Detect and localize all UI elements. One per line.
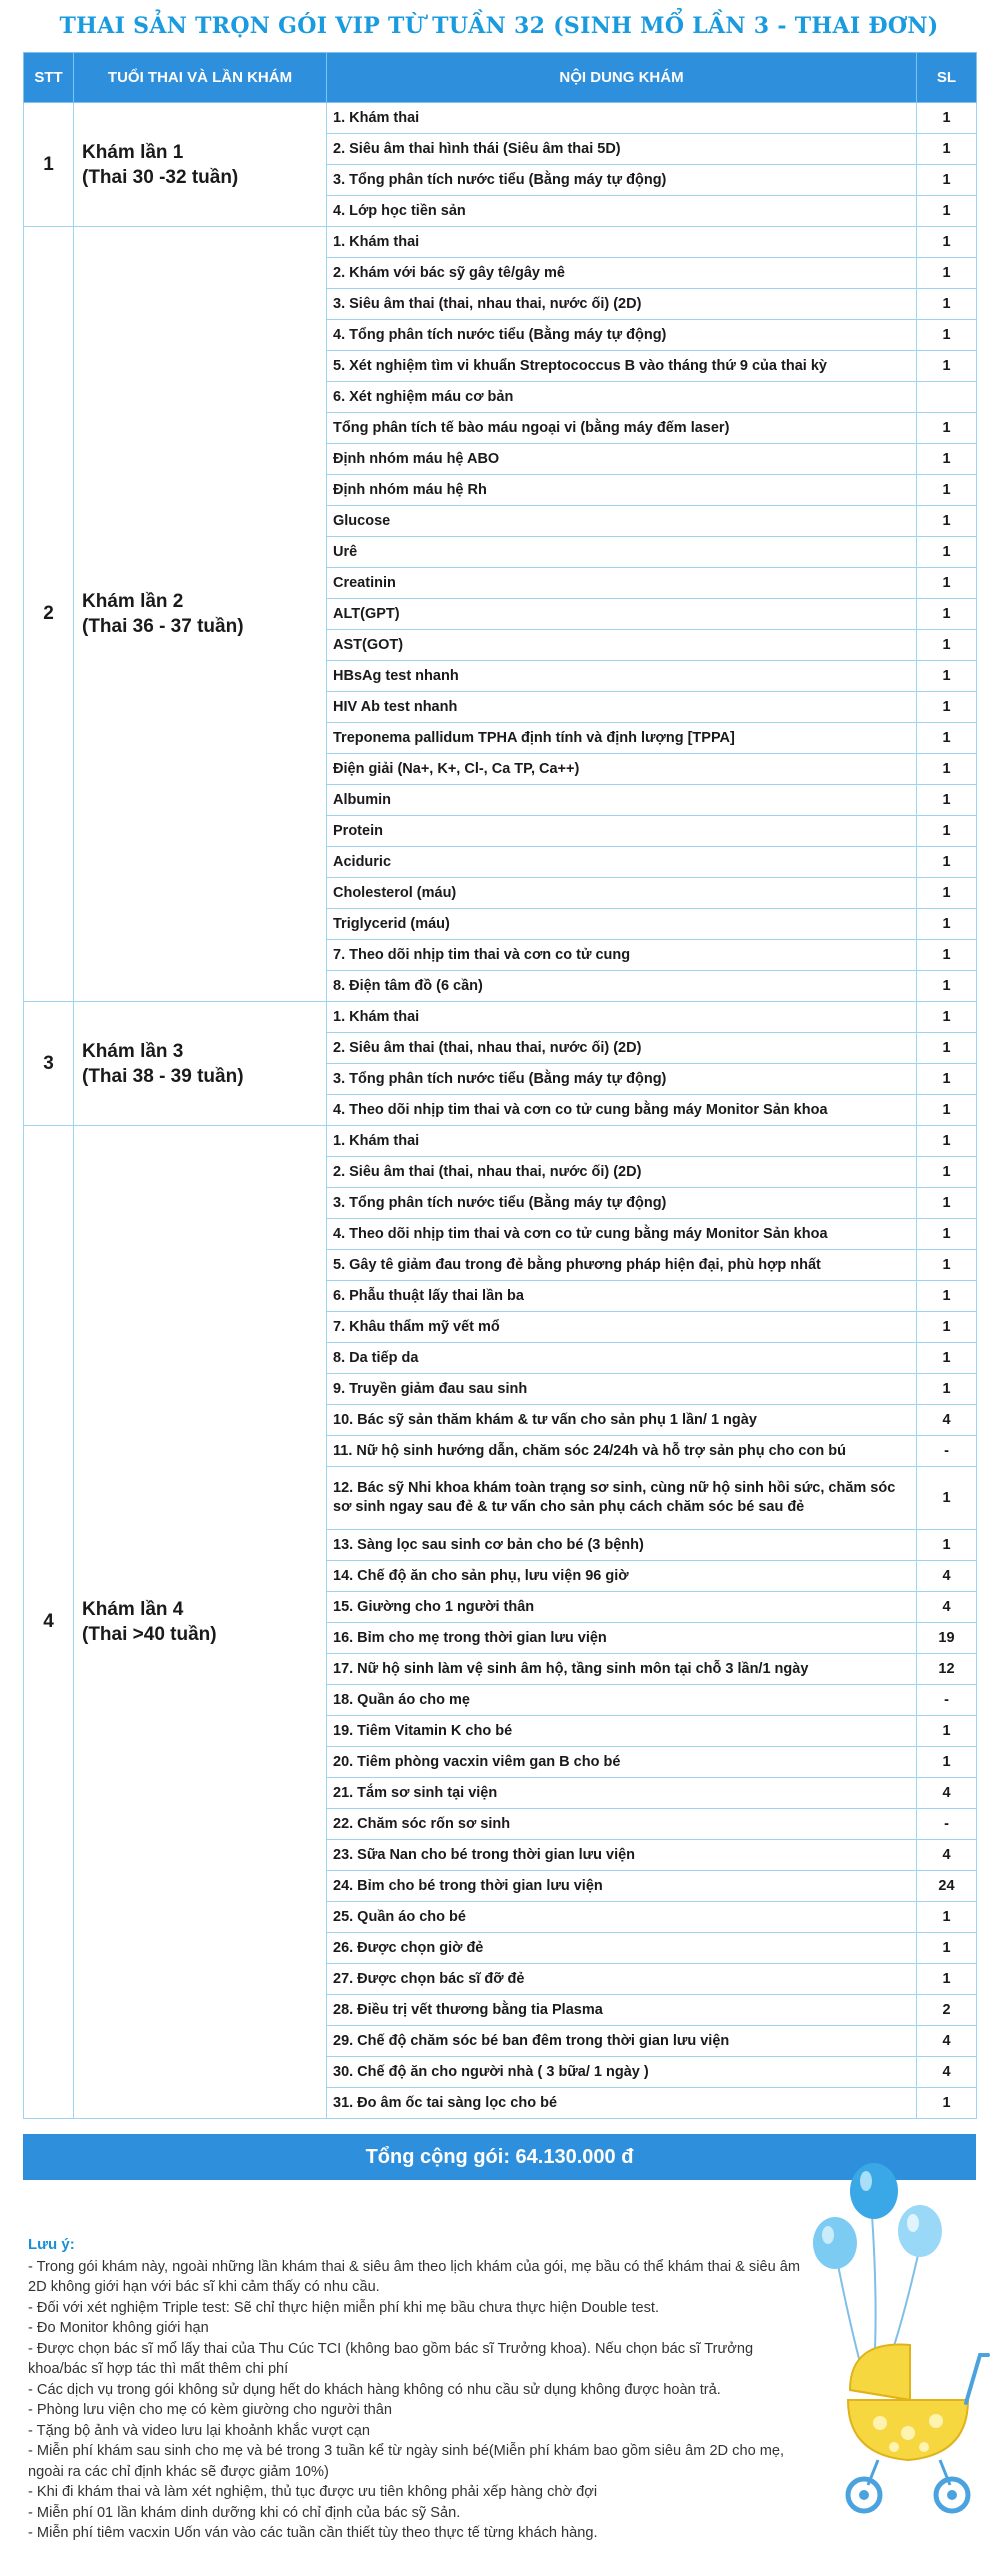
exam-qty: 1 [917, 1219, 977, 1250]
exam-qty: 1 [917, 165, 977, 196]
exam-item: HBsAg test nhanh [327, 661, 917, 692]
exam-qty: 1 [917, 1933, 977, 1964]
exam-item: 1. Khám thai [327, 103, 917, 134]
exam-item: 1. Khám thai [327, 1002, 917, 1033]
exam-item: Creatinin [327, 568, 917, 599]
exam-qty: 1 [917, 444, 977, 475]
exam-item: 10. Bác sỹ sản thăm khám & tư vấn cho sản phụ 1 lần/ 1 ngày [327, 1405, 917, 1436]
exam-item: Triglycerid (máu) [327, 909, 917, 940]
exam-qty: 1 [917, 258, 977, 289]
exam-item: Cholesterol (máu) [327, 878, 917, 909]
notes-title: Lưu ý: [28, 2236, 75, 2253]
row-stt: 2 [24, 227, 74, 1002]
header-visit: TUỔI THAI VÀ LẦN KHÁM [74, 53, 327, 103]
exam-item: 15. Giường cho 1 người thân [327, 1592, 917, 1623]
exam-qty: 1 [917, 320, 977, 351]
exam-item: 27. Được chọn bác sĩ đỡ đẻ [327, 1964, 917, 1995]
page-title: THAI SẢN TRỌN GÓI VIP TỪ TUẦN 32 (SINH MỔ LẦN 3 - THAI ĐƠN) [59, 13, 939, 39]
baby-stroller-balloons-icon [790, 2155, 990, 2555]
visit-label: Khám lần 1 [82, 141, 184, 163]
exam-qty: 1 [917, 599, 977, 630]
exam-item: Treponema pallidum TPHA định tính và định lượng [TPPA] [327, 723, 917, 754]
note-line: - Đo Monitor không giới hạn [28, 2320, 209, 2336]
exam-item: 7. Theo dõi nhịp tim thai và cơn co tử cung [327, 940, 917, 971]
table-row [24, 1126, 977, 1157]
exam-item: 30. Chế độ ăn cho người nhà ( 3 bữa/ 1 ngày ) [327, 2057, 917, 2088]
exam-qty: 1 [917, 692, 977, 723]
exam-qty: 1 [917, 196, 977, 227]
exam-item: Định nhóm máu hệ Rh [327, 475, 917, 506]
row-stt: 3 [24, 1002, 74, 1126]
exam-qty: 1 [917, 413, 977, 444]
exam-item: 1. Khám thai [327, 1126, 917, 1157]
exam-item: 2. Siêu âm thai (thai, nhau thai, nước ối) (2D) [327, 1157, 917, 1188]
exam-qty: 1 [917, 878, 977, 909]
exam-item: 8. Điện tâm đồ (6 cần) [327, 971, 917, 1002]
note-line: - Được chọn bác sĩ mổ lấy thai của Thu Cúc TCI (không bao gồm bác sĩ Trưởng khoa). Nếu chọn bác sĩ Trưởng khoa/bác sĩ hợp tác thì mất thêm chi phí [28, 2340, 754, 2377]
visit-cell [74, 103, 327, 227]
exam-item: 2. Siêu âm thai hình thái (Siêu âm thai 5D) [327, 134, 917, 165]
exam-qty: - [917, 1436, 977, 1467]
table-header-row [24, 53, 977, 103]
exam-qty: 1 [917, 847, 977, 878]
exam-qty: 1 [917, 289, 977, 320]
exam-qty: 1 [917, 506, 977, 537]
exam-qty: 1 [917, 103, 977, 134]
exam-qty: 1 [917, 1747, 977, 1778]
exam-item: 12. Bác sỹ Nhi khoa khám toàn trạng sơ sinh, cùng nữ hộ sinh hồi sức, chăm sóc sơ sinh ngay sau đẻ & tư vấn cho sản phụ cách chăm sóc bé sau đẻ [327, 1467, 917, 1530]
exam-qty: 1 [917, 1126, 977, 1157]
note-line: - Tặng bộ ảnh và video lưu lại khoảnh khắc vượt cạn [28, 2422, 370, 2439]
exam-qty: 4 [917, 2057, 977, 2088]
exam-qty: 1 [917, 475, 977, 506]
note-line: - Phòng lưu viện cho mẹ có kèm giường cho người thân [28, 2402, 393, 2418]
exam-qty: 1 [917, 661, 977, 692]
exam-qty: 2 [917, 1995, 977, 2026]
note-line: - Miễn phí khám sau sinh cho mẹ và bé trong 3 tuần kể từ ngày sinh bé(Miễn phí khám bao gồm siêu âm 2D cho mẹ, ngoài ra các chỉ định khác sẽ được giảm 10%) [28, 2443, 785, 2480]
exam-qty: 1 [917, 1902, 977, 1933]
exam-item: 14. Chế độ ăn cho sản phụ, lưu viện 96 giờ [327, 1561, 917, 1592]
exam-qty: 1 [917, 2088, 977, 2119]
exam-qty: 1 [917, 1002, 977, 1033]
exam-item: 11. Nữ hộ sinh hướng dẫn, chăm sóc 24/24h và hỗ trợ sản phụ cho con bú [327, 1436, 917, 1467]
exam-item: Điện giải (Na+, K+, Cl-, Ca TP, Ca++) [327, 754, 917, 785]
exam-qty: 1 [917, 1188, 977, 1219]
exam-item: 19. Tiêm Vitamin K cho bé [327, 1716, 917, 1747]
row-stt: 4 [24, 1126, 74, 2119]
exam-qty: 1 [917, 1530, 977, 1561]
exam-item: 3. Siêu âm thai (thai, nhau thai, nước ối) (2D) [327, 289, 917, 320]
exam-qty: 1 [917, 227, 977, 258]
exam-qty: 1 [917, 1312, 977, 1343]
exam-item: 4. Theo dõi nhịp tim thai và cơn co tử cung bằng máy Monitor Sản khoa [327, 1095, 917, 1126]
exam-item: 5. Xét nghiệm tìm vi khuẩn Streptococcus B vào tháng thứ 9 của thai kỳ [327, 351, 917, 382]
exam-qty: 1 [917, 1250, 977, 1281]
exam-qty: 19 [917, 1623, 977, 1654]
exam-qty: 4 [917, 1778, 977, 1809]
exam-item: 3. Tổng phân tích nước tiểu (Bằng máy tự động) [327, 1064, 917, 1095]
table-row [24, 1002, 977, 1033]
exam-item: 4. Lớp học tiền sản [327, 196, 917, 227]
exam-qty: - [917, 1685, 977, 1716]
exam-qty: 4 [917, 2026, 977, 2057]
exam-item: 2. Siêu âm thai (thai, nhau thai, nước ối) (2D) [327, 1033, 917, 1064]
exam-qty: 1 [917, 723, 977, 754]
exam-item: Tổng phân tích tế bào máu ngoại vi (bằng máy đếm laser) [327, 413, 917, 444]
exam-item: 6. Xét nghiệm máu cơ bản [327, 382, 917, 413]
exam-qty [917, 382, 977, 413]
exam-item: 26. Được chọn giờ đẻ [327, 1933, 917, 1964]
exam-qty: 4 [917, 1840, 977, 1871]
note-line: - Khi đi khám thai và làm xét nghiệm, thủ tục được ưu tiên không phải xếp hàng chờ đợi [28, 2484, 598, 2500]
table-row [24, 103, 977, 134]
note-line: - Miễn phí tiêm vacxin Uốn ván vào các tuần cần thiết tùy theo thực tế từng khách hàng. [28, 2525, 598, 2541]
exam-item: 29. Chế độ chăm sóc bé ban đêm trong thời gian lưu viện [327, 2026, 917, 2057]
package-table [23, 52, 977, 2119]
note-line: - Các dịch vụ trong gói không sử dụng hết do khách hàng không có nhu cầu sử dụng không được hoàn trả. [28, 2381, 721, 2398]
exam-qty: 1 [917, 816, 977, 847]
visit-weeks: (Thai 30 -32 tuần) [82, 166, 239, 188]
exam-item: 2. Khám với bác sỹ gây tê/gây mê [327, 258, 917, 289]
exam-qty: - [917, 1809, 977, 1840]
visit-cell [74, 1126, 327, 2119]
row-stt: 1 [24, 103, 74, 227]
exam-qty: 1 [917, 1033, 977, 1064]
exam-item: 25. Quần áo cho bé [327, 1902, 917, 1933]
header-stt: STT [24, 53, 74, 103]
exam-item: AST(GOT) [327, 630, 917, 661]
exam-item: Protein [327, 816, 917, 847]
exam-qty: 1 [917, 1343, 977, 1374]
visit-cell [74, 227, 327, 1002]
exam-item: 4. Tổng phân tích nước tiểu (Bằng máy tự động) [327, 320, 917, 351]
exam-item: 7. Khâu thẩm mỹ vết mổ [327, 1312, 917, 1343]
exam-item: 4. Theo dõi nhịp tim thai và cơn co tử cung bằng máy Monitor Sản khoa [327, 1219, 917, 1250]
exam-item: 17. Nữ hộ sinh làm vệ sinh âm hộ, tầng sinh môn tại chỗ 3 lần/1 ngày [327, 1654, 917, 1685]
exam-item: ALT(GPT) [327, 599, 917, 630]
exam-item: 20. Tiêm phòng vacxin viêm gan B cho bé [327, 1747, 917, 1778]
exam-item: 13. Sàng lọc sau sinh cơ bản cho bé (3 bệnh) [327, 1530, 917, 1561]
exam-item: 1. Khám thai [327, 227, 917, 258]
exam-qty: 4 [917, 1405, 977, 1436]
exam-qty: 1 [917, 1374, 977, 1405]
exam-item: 18. Quần áo cho mẹ [327, 1685, 917, 1716]
exam-item: 9. Truyền giảm đau sau sinh [327, 1374, 917, 1405]
visit-label: Khám lần 3 [82, 1040, 184, 1062]
exam-qty: 1 [917, 940, 977, 971]
exam-item: HIV Ab test nhanh [327, 692, 917, 723]
notes-section [28, 2235, 808, 2544]
exam-qty: 12 [917, 1654, 977, 1685]
exam-item: 24. Bỉm cho bé trong thời gian lưu viện [327, 1871, 917, 1902]
exam-item: Định nhóm máu hệ ABO [327, 444, 917, 475]
exam-qty: 1 [917, 754, 977, 785]
total-price: Tổng cộng gói: 64.130.000 đ [23, 2134, 976, 2180]
visit-weeks: (Thai 36 - 37 tuần) [82, 616, 244, 637]
exam-qty: 1 [917, 971, 977, 1002]
exam-qty: 1 [917, 134, 977, 165]
exam-qty: 1 [917, 630, 977, 661]
exam-qty: 1 [917, 1467, 977, 1530]
exam-item: Urê [327, 537, 917, 568]
exam-qty: 1 [917, 351, 977, 382]
note-line: - Đối với xét nghiệm Triple test: Sẽ chỉ thực hiện miễn phí khi mẹ bầu chưa thực hiện Double test. [28, 2299, 660, 2316]
note-line: - Trong gói khám này, ngoài những lần khám thai & siêu âm theo lịch khám của gói, mẹ bầu có thể khám thai & siêu âm 2D không giới hạn với bác sĩ khi cảm thấy có nhu cầu. [28, 2258, 801, 2295]
header-qty: SL [917, 53, 977, 103]
note-line: - Miễn phí 01 lần khám dinh dưỡng khi có chỉ định của bác sỹ Sản. [28, 2504, 461, 2521]
exam-qty: 1 [917, 568, 977, 599]
exam-qty: 1 [917, 1095, 977, 1126]
exam-item: 8. Da tiếp da [327, 1343, 917, 1374]
exam-qty: 1 [917, 1716, 977, 1747]
exam-qty: 4 [917, 1561, 977, 1592]
visit-weeks: (Thai 38 - 39 tuần) [82, 1065, 244, 1087]
exam-item: 3. Tổng phân tích nước tiểu (Bằng máy tự động) [327, 1188, 917, 1219]
exam-qty: 1 [917, 1281, 977, 1312]
exam-item: Albumin [327, 785, 917, 816]
exam-item: 6. Phẫu thuật lấy thai lần ba [327, 1281, 917, 1312]
exam-item: Glucose [327, 506, 917, 537]
header-content: NỘI DUNG KHÁM [327, 53, 917, 103]
exam-item: 21. Tắm sơ sinh tại viện [327, 1778, 917, 1809]
visit-label: Khám lần 4 [82, 1599, 184, 1620]
exam-item: 31. Đo âm ốc tai sàng lọc cho bé [327, 2088, 917, 2119]
visit-label: Khám lần 2 [82, 591, 184, 612]
exam-qty: 1 [917, 1064, 977, 1095]
exam-item: 23. Sữa Nan cho bé trong thời gian lưu viện [327, 1840, 917, 1871]
table-row [24, 227, 977, 258]
exam-item: 3. Tổng phân tích nước tiểu (Bằng máy tự động) [327, 165, 917, 196]
exam-item: 5. Gây tê giảm đau trong đẻ bằng phương pháp hiện đại, phù hợp nhất [327, 1250, 917, 1281]
exam-qty: 1 [917, 537, 977, 568]
exam-item: 16. Bỉm cho mẹ trong thời gian lưu viện [327, 1623, 917, 1654]
visit-cell [74, 1002, 327, 1126]
exam-qty: 24 [917, 1871, 977, 1902]
exam-qty: 4 [917, 1592, 977, 1623]
exam-item: Aciduric [327, 847, 917, 878]
exam-item: 28. Điều trị vết thương bằng tia Plasma [327, 1995, 917, 2026]
exam-qty: 1 [917, 1157, 977, 1188]
visit-weeks: (Thai >40 tuần) [82, 1624, 217, 1645]
exam-qty: 1 [917, 909, 977, 940]
exam-item: 22. Chăm sóc rốn sơ sinh [327, 1809, 917, 1840]
exam-qty: 1 [917, 1964, 977, 1995]
exam-qty: 1 [917, 785, 977, 816]
